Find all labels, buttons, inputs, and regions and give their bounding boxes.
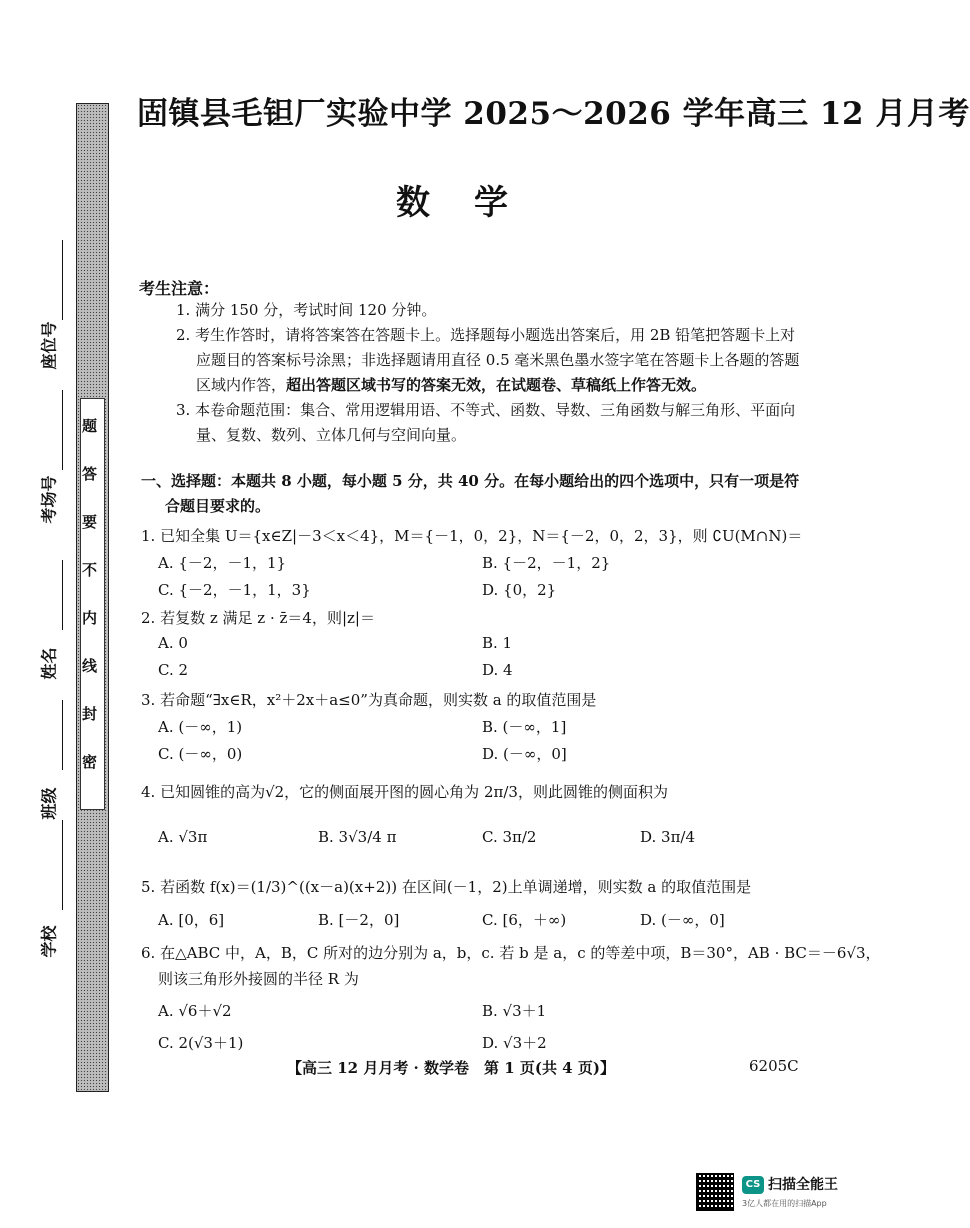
option-c[interactable]: C. (－∞，0): [158, 745, 243, 763]
camscanner-logo-icon: CS: [742, 1176, 764, 1194]
school-line[interactable]: [62, 820, 63, 910]
scanner-app-name: 扫描全能王: [768, 1177, 838, 1193]
seal-char: 答: [80, 466, 98, 481]
question-stem-cont: 则该三角形外接圆的半径 R 为: [158, 970, 359, 988]
option-a[interactable]: A. [0，6]: [158, 911, 225, 929]
option-b[interactable]: B. {－2，－1，2}: [482, 554, 611, 572]
option-d[interactable]: D. {0，2}: [482, 581, 557, 599]
option-d[interactable]: D. 3π/4: [640, 828, 696, 846]
class-line[interactable]: [62, 700, 63, 770]
notice-item: 2. 考生作答时，请将答案答在答题卡上。选择题每小题选出答案后，用 2B 铅笔把答题卡上对: [176, 326, 796, 344]
seal-char: 密: [80, 754, 98, 769]
seal-char: 题: [80, 418, 98, 433]
notice-item: 3. 本卷命题范围：集合、常用逻辑用语、不等式、函数、导数、三角函数与解三角形、平面向: [176, 401, 796, 419]
notice-item-emphasis: 超出答题区域书写的答案无效，在试题卷、草稿纸上作答无效。: [286, 376, 707, 394]
seal-char: 内: [80, 610, 98, 625]
seal-notice-box: [80, 398, 105, 810]
option-c[interactable]: C. 2: [158, 661, 189, 679]
scanner-tagline: 3亿人都在用的扫描App: [742, 1199, 827, 1208]
seat-number-label: 座位号: [39, 321, 59, 370]
option-d[interactable]: D. 4: [482, 661, 513, 679]
option-c[interactable]: C. [6，＋∞): [482, 911, 567, 929]
option-b[interactable]: B. [－2，0]: [318, 911, 400, 929]
name-line[interactable]: [62, 560, 63, 630]
question-stem: 3. 若命题“∃x∈R，x²＋2x＋a≤0”为真命题，则实数 a 的取值范围是: [141, 691, 597, 709]
option-d[interactable]: D. √3＋2: [482, 1034, 547, 1052]
seal-char: 封: [80, 706, 98, 721]
page-footer: 【高三 12 月月考 · 数学卷 第 1 页(共 4 页)】: [287, 1059, 615, 1077]
question-stem: 4. 已知圆锥的高为√2，它的侧面展开图的圆心角为 2π/3，则此圆锥的侧面积为: [141, 783, 668, 801]
exam-title: 固镇县毛钽厂实验中学 2025～2026 学年高三 12 月月考: [137, 96, 970, 132]
exam-room-line[interactable]: [62, 390, 63, 470]
option-c[interactable]: C. {－2，－1，1，3}: [158, 581, 311, 599]
notice-item-part: 区域内作答，: [196, 376, 287, 394]
name-label: 姓名: [39, 647, 59, 680]
notice-heading: 考生注意：: [139, 279, 220, 298]
notice-item: 1. 满分 150 分，考试时间 120 分钟。: [176, 301, 437, 319]
question-stem: 6. 在△ABC 中，A，B，C 所对的边分别为 a，b，c. 若 b 是 a，c 的等差中项，B＝30°，AB · BC＝－6√3，: [141, 944, 881, 962]
notice-item: [196, 374, 706, 395]
section-heading-cont: 合题目要求的。: [165, 497, 271, 515]
seal-char: 不: [80, 562, 98, 577]
paper-code: 6205C: [749, 1057, 799, 1075]
notice-item: 量、复数、数列、立体几何与空间向量。: [196, 426, 467, 444]
option-c[interactable]: C. 3π/2: [482, 828, 537, 846]
qr-code-icon: [696, 1173, 734, 1211]
section-heading: 一、选择题：本题共 8 小题，每小题 5 分，共 40 分。在每小题给出的四个选项中，只有一项是符: [141, 472, 800, 490]
option-a[interactable]: A. (－∞，1): [158, 718, 243, 736]
seat-number-line[interactable]: [62, 240, 63, 320]
seal-char: 线: [80, 658, 98, 673]
seal-char: 要: [80, 514, 98, 529]
notice-item: 应题目的答案标号涂黑；非选择题请用直径 0.5 毫米黑色墨水签字笔在答题卡上各题的答题: [196, 351, 800, 369]
subject-title: 数学: [396, 183, 552, 223]
option-b[interactable]: B. (－∞，1]: [482, 718, 567, 736]
option-d[interactable]: D. (－∞，0]: [482, 745, 567, 763]
exam-room-label: 考场号: [39, 475, 59, 524]
option-a[interactable]: A. {－2，－1，1}: [158, 554, 287, 572]
option-b[interactable]: B. √3＋1: [482, 1002, 547, 1020]
question-stem: 1. 已知全集 U＝{x∈Z|－3＜x＜4}，M＝{－1，0，2}，N＝{－2，0，2，3}，则 ∁U(M∩N)＝: [141, 527, 803, 545]
option-a[interactable]: A. 0: [158, 634, 188, 652]
option-d[interactable]: D. (－∞，0]: [640, 911, 725, 929]
option-c[interactable]: C. 2(√3＋1): [158, 1034, 244, 1052]
option-a[interactable]: A. √3π: [158, 828, 208, 846]
class-label: 班级: [39, 787, 59, 820]
option-a[interactable]: A. √6＋√2: [158, 1002, 232, 1020]
option-b[interactable]: B. 1: [482, 634, 513, 652]
question-stem: 2. 若复数 z 满足 z · z̄＝4，则|z|＝: [141, 609, 375, 627]
option-b[interactable]: B. 3√3/4 π: [318, 828, 397, 846]
question-stem: 5. 若函数 f(x)＝(1/3)^((x－a)(x+2)) 在区间(－1，2)上单调递增，则实数 a 的取值范围是: [141, 878, 752, 896]
school-label: 学校: [39, 925, 59, 958]
